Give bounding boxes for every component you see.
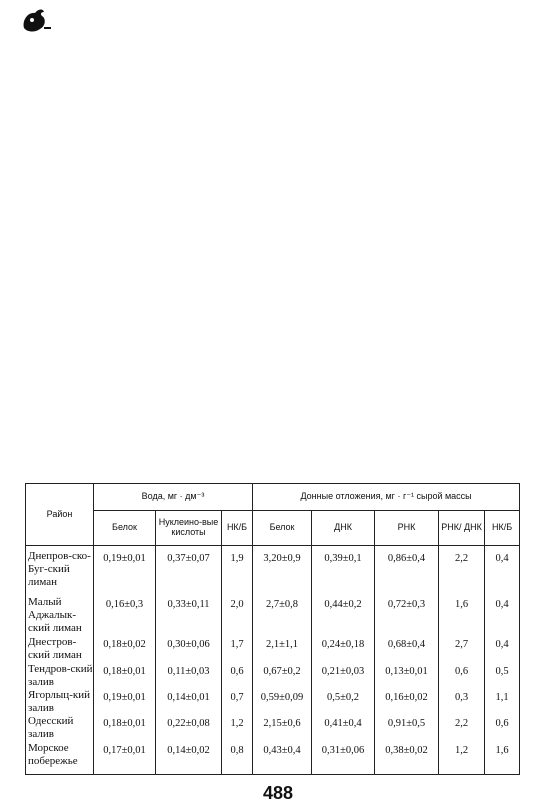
value-cell-w-nkb: 1,7 (222, 636, 253, 663)
value-cell-s-protein: 3,20±0,9 (253, 546, 312, 596)
value-cell-s-nkb: 0,4 (485, 636, 520, 663)
value-cell-w-nucleic: 0,37±0,07 (156, 546, 222, 596)
value-cell-s-protein: 0,67±0,2 (253, 663, 312, 689)
value-cell-s-dna: 0,5±0,2 (312, 689, 375, 715)
value-cell-s-dna: 0,39±0,1 (312, 546, 375, 596)
value-cell-s-dna: 0,24±0,18 (312, 636, 375, 663)
data-table (25, 483, 520, 775)
table-row (26, 689, 520, 715)
value-cell-w-nkb: 0,8 (222, 742, 253, 775)
value-cell-s-rna: 0,13±0,01 (375, 663, 439, 689)
table-row (26, 636, 520, 663)
table-row (26, 663, 520, 689)
value-cell-s-nkb: 0,4 (485, 596, 520, 636)
value-cell-s-protein: 2,7±0,8 (253, 596, 312, 636)
value-cell-s-dna: 0,44±0,2 (312, 596, 375, 636)
value-cell-s-rna-dna: 2,2 (439, 715, 485, 741)
value-cell-s-rna-dna: 0,3 (439, 689, 485, 715)
value-cell-s-protein: 2,15±0,6 (253, 715, 312, 741)
value-cell-s-nkb: 0,5 (485, 663, 520, 689)
value-cell-s-rna-dna: 2,2 (439, 546, 485, 596)
value-cell-s-rna: 0,68±0,4 (375, 636, 439, 663)
table-row (26, 715, 520, 741)
table-row (26, 546, 520, 596)
value-cell-w-nucleic: 0,14±0,02 (156, 742, 222, 775)
column-header-region: Район (26, 484, 94, 546)
value-cell-s-rna: 0,38±0,02 (375, 742, 439, 775)
value-cell-w-nkb: 2,0 (222, 596, 253, 636)
column-header-sediment-protein: Белок (253, 511, 312, 546)
value-cell-w-protein: 0,17±0,01 (94, 742, 156, 775)
column-header-water-nkb: НК/Б (222, 511, 253, 546)
table-row (26, 742, 520, 775)
value-cell-w-nkb: 0,7 (222, 689, 253, 715)
value-cell-w-nucleic: 0,22±0,08 (156, 715, 222, 741)
table-row (26, 596, 520, 636)
region-cell: Тендров-ский залив (26, 663, 94, 689)
value-cell-s-protein: 2,1±1,1 (253, 636, 312, 663)
page-number: 488 (262, 783, 294, 803)
value-cell-w-nkb: 1,9 (222, 546, 253, 596)
value-cell-s-rna-dna: 0,6 (439, 663, 485, 689)
value-cell-s-nkb: 1,1 (485, 689, 520, 715)
region-cell: Малый Аджалык-ский лиман (26, 596, 94, 636)
region-cell: Днепров-ско-Буг-ский лиман (26, 546, 94, 596)
value-cell-s-rna-dna: 1,6 (439, 596, 485, 636)
value-cell-w-nucleic: 0,11±0,03 (156, 663, 222, 689)
value-cell-s-rna: 0,72±0,3 (375, 596, 439, 636)
column-header-sediment-rna-dna: РНК/ ДНК (439, 511, 485, 546)
region-cell: Одесский залив (26, 715, 94, 741)
region-cell: Днестров-ский лиман (26, 636, 94, 663)
value-cell-s-rna-dna: 1,2 (439, 742, 485, 775)
value-cell-s-rna: 0,91±0,5 (375, 715, 439, 741)
column-header-water-nucleic: Нуклеино-вые кислоты (156, 511, 222, 546)
group-header-sediment: Донные отложения, мг · г⁻¹ сырой массы (253, 484, 520, 511)
value-cell-w-protein: 0,18±0,02 (94, 636, 156, 663)
column-header-water-protein: Белок (94, 511, 156, 546)
value-cell-s-dna: 0,31±0,06 (312, 742, 375, 775)
group-header-water: Вода, мг · дм⁻³ (94, 484, 253, 511)
value-cell-s-dna: 0,41±0,4 (312, 715, 375, 741)
value-cell-s-nkb: 0,4 (485, 546, 520, 596)
value-cell-s-dna: 0,21±0,03 (312, 663, 375, 689)
region-cell: Морское побережье (26, 742, 94, 775)
value-cell-s-rna: 0,16±0,02 (375, 689, 439, 715)
value-cell-s-nkb: 0,6 (485, 715, 520, 741)
region-cell: Ягорлыц-кий залив (26, 689, 94, 715)
value-cell-w-nucleic: 0,14±0,01 (156, 689, 222, 715)
value-cell-w-protein: 0,16±0,3 (94, 596, 156, 636)
column-header-sediment-nkb: НК/Б (485, 511, 520, 546)
value-cell-s-rna: 0,86±0,4 (375, 546, 439, 596)
value-cell-w-nkb: 0,6 (222, 663, 253, 689)
value-cell-s-nkb: 1,6 (485, 742, 520, 775)
value-cell-w-protein: 0,18±0,01 (94, 663, 156, 689)
value-cell-s-rna-dna: 2,7 (439, 636, 485, 663)
value-cell-s-protein: 0,43±0,4 (253, 742, 312, 775)
value-cell-w-protein: 0,18±0,01 (94, 715, 156, 741)
value-cell-s-protein: 0,59±0,09 (253, 689, 312, 715)
column-header-sediment-dna: ДНК (312, 511, 375, 546)
value-cell-w-nkb: 1,2 (222, 715, 253, 741)
value-cell-w-protein: 0,19±0,01 (94, 546, 156, 596)
publisher-logo-icon (20, 6, 54, 36)
value-cell-w-protein: 0,19±0,01 (94, 689, 156, 715)
value-cell-w-nucleic: 0,33±0,11 (156, 596, 222, 636)
column-header-sediment-rna: РНК (375, 511, 439, 546)
value-cell-w-nucleic: 0,30±0,06 (156, 636, 222, 663)
